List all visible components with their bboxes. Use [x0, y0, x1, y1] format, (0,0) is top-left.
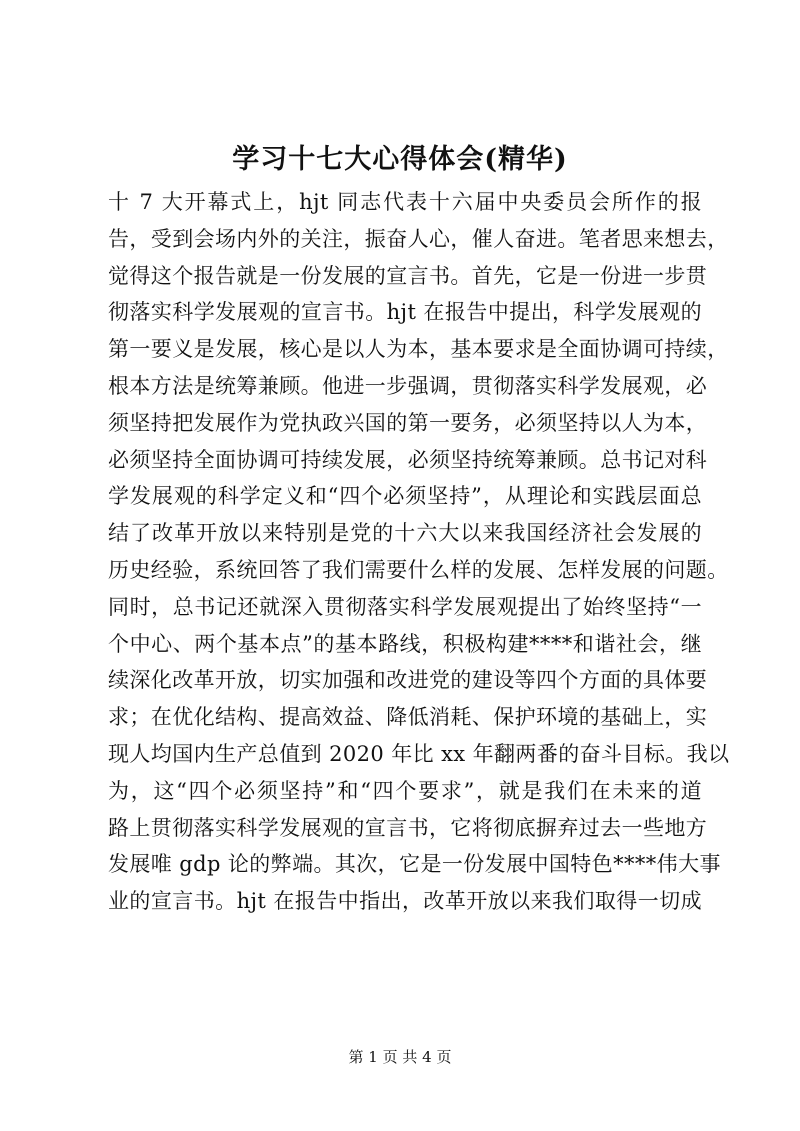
body-line: 十 7 大开幕式上，hjt 同志代表十六届中央委员会所作的报: [108, 190, 702, 214]
body-line: 告，受到会场内外的关注，振奋人心，催人奋进。笔者思来想去，: [108, 226, 729, 251]
page-number-footer: 第 1 页 共 4 页: [348, 1048, 452, 1066]
body-line: 须坚持把发展作为党执政兴国的第一要务，必须坚持以人为本，: [108, 410, 708, 435]
body-line: 续深化改革开放，切实加强和改进党的建设等四个方面的具体要: [108, 668, 708, 693]
body-line: 觉得这个报告就是一份发展的宣言书。首先，它是一份进一步贯: [108, 263, 708, 288]
body-line: 结了改革开放以来特别是党的十六大以来我国经济社会发展的: [108, 521, 702, 546]
body-line: 根本方法是统筹兼顾。他进一步强调，贯彻落实科学发展观，必: [108, 373, 708, 398]
body-line: 同时，总书记还就深入贯彻落实科学发展观提出了始终坚持“一: [108, 594, 702, 619]
body-line: 必须坚持全面协调可持续发展，必须坚持统筹兼顾。总书记对科: [108, 447, 708, 472]
body-line: 业的宣言书。hjt 在报告中指出，改革开放以来我们取得一切成: [108, 889, 702, 914]
body-line: 发展唯 gdp 论的弊端。其次，它是一份发展中国特色****伟大事: [108, 852, 721, 877]
body-line: 彻落实科学发展观的宣言书。hjt 在报告中提出，科学发展观的: [108, 300, 702, 325]
body-line: 学发展观的科学定义和“四个必须坚持”，从理论和实践层面总: [108, 484, 702, 509]
body-line: 为，这“四个必须坚持”和“四个要求”，就是我们在未来的道: [108, 778, 702, 803]
body-line: 个中心、两个基本点”的基本路线，积极构建****和谐社会，继: [108, 631, 702, 656]
body-line: 现人均国内生产总值到 2020 年比 xx 年翻两番的奋斗目标。我以: [108, 741, 730, 766]
body-line: 历史经验，系统回答了我们需要什么样的发展、怎样发展的问题。: [108, 557, 729, 582]
body-line: 第一要义是发展，核心是以人为本，基本要求是全面协调可持续，: [108, 337, 729, 362]
body-line: 求；在优化结构、提高效益、降低消耗、保护环境的基础上，实: [108, 705, 708, 730]
body-line: 路上贯彻落实科学发展观的宣言书，它将彻底摒弃过去一些地方: [108, 815, 708, 840]
document-title: 学习十七大心得体会(精华): [232, 144, 568, 175]
document-body: [108, 184, 730, 920]
